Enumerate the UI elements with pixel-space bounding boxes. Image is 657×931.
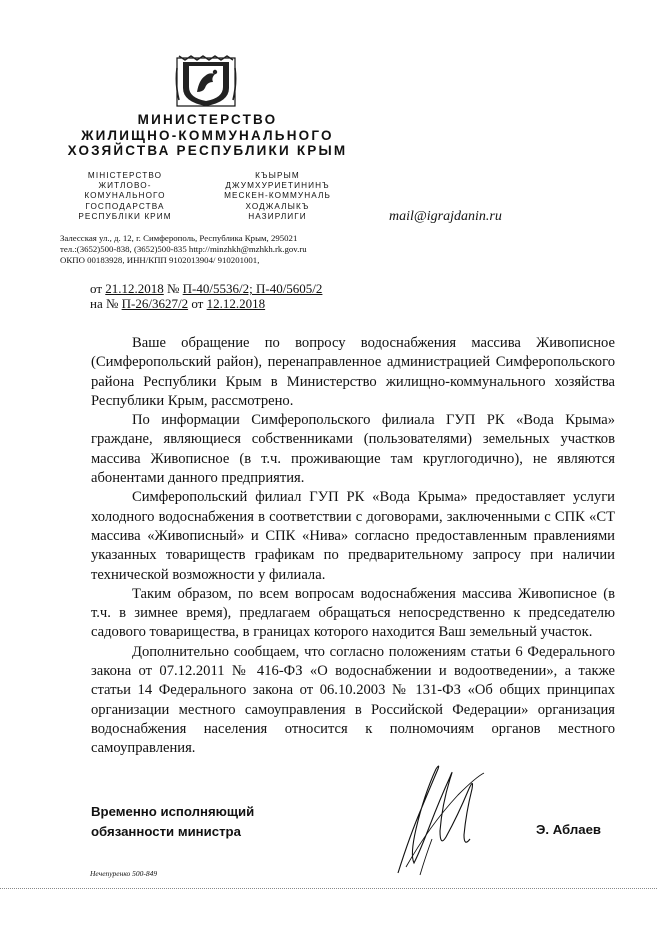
outgoing-date: 21.12.2018: [105, 281, 164, 296]
page-bottom-divider: [0, 888, 657, 890]
ministry-name-crimean-tatar: КЪЫРЫМ ДЖУМХУРИЕТИНИНЪ МЕСКЕН-КОММУНАЛЬ ХОДЖАЛЫКЪ НАЗИРЛИГИ: [224, 171, 331, 221]
paragraph: Дополнительно сообщаем, что согласно положениям статьи 6 Федерального закона от 07.12.2011 № 416-ФЗ «О водоснабжении и водоотведении», а также статьи 14 Федерального закона от 06.10.2003 № 131-ФЗ «Об общих принципах организации местного самоуправления в Российской Федерации» организация водоснабжения населения относится к полномочиям органов местного самоуправления.: [91, 643, 615, 757]
signatory-name: Э. Аблаев: [536, 822, 602, 837]
ministry-name-ukrainian: МІНІСТЕРСТВО ЖИТЛОВО- КОМУНАЛЬНОГО ГОСПОДАРСТВА РЕСПУБЛІКИ КРИМ: [78, 171, 172, 221]
letter-body: [91, 334, 615, 759]
handwritten-signature-icon: [380, 755, 500, 885]
reference-number: П-26/3627/2: [121, 296, 189, 311]
ministry-address: Залесская ул., д. 12, г. Симферополь, Республика Крым, 295021 тел.:(3652)500-838, (3652)500-835 http://minzhkh@mzhkh.rk.gov.ru ОКПО 00183928, ИНН/КПП 9102013904/ 910201001,: [60, 233, 307, 265]
signatory-position: Временно исполняющий обязанности министра: [91, 804, 255, 839]
ministry-title: МИНИСТЕРСТВО ЖИЛИЩНО-КОММУНАЛЬНОГО ХОЗЯЙСТВА РЕСПУБЛИКИ КРЫМ: [67, 112, 348, 158]
paragraph: Ваше обращение по вопросу водоснабжения массива Живописное (Симферопольский район), перенаправленное администрацией Симферопольского района Республики Крым в Министерство жилищно-коммунального хозяйства Республики Крым, рассмотрено.: [91, 335, 615, 409]
executor-note: Нечепуренко 500-849: [90, 869, 158, 878]
outgoing-number: П-40/5536/2; П-40/5605/2: [182, 281, 323, 296]
paragraph: По информации Симферопольского филиала ГУП РК «Вода Крыма» граждане, являющиеся собственниками (пользователями) земельных участков массива Живописное (в т.ч. проживающие там круглогодично), не являются абонентами данного предприятия.: [91, 412, 615, 487]
crimea-coat-of-arms-icon: [175, 54, 237, 110]
recipient-email: mail@igrajdanin.ru: [389, 209, 502, 224]
paragraph: Симферопольский филиал ГУП РК «Вода Крыма» предоставляет услуги холодного водоснабжения в соответствии с договорами, заключенными с СПК «СТ массива «Живописный» и СПК «Нива» согласно предоставленным правлениями указанных товариществ графикам по предварительному запросу при наличии технической возможности у филиала.: [91, 489, 615, 583]
reference-date: 12.12.2018: [206, 296, 266, 311]
outgoing-number-line: от 21.12.2018 № П-40/5536/2; П-40/5605/2: [90, 281, 323, 296]
registration-block: [90, 281, 322, 311]
reference-number-line: на № П-26/3627/2 от 12.12.2018: [90, 296, 266, 311]
paragraph: Таким образом, по всем вопросам водоснабжения массива Живописное (в т.ч. в зимнее время), предлагаем обращаться непосредственно к председателю садового товарищества, в границах которого находится Ваш земельный участок.: [91, 585, 615, 641]
